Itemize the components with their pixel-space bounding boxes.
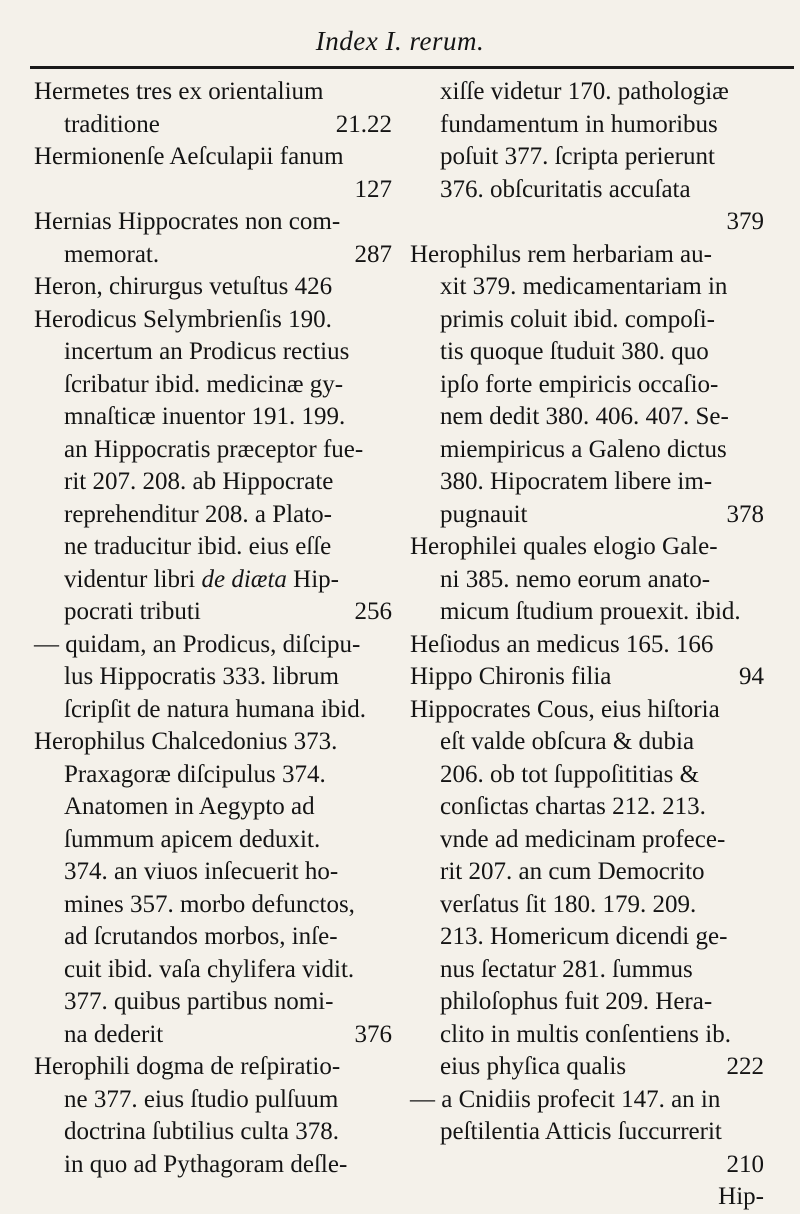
index-headword-line: Herophilei quales elogio Gale- [410,533,718,560]
index-line [410,954,764,987]
index-entry-text: 377. quibus partibus nomi- [64,988,334,1015]
index-entry-text: 206. ob tot ſuppoſititias & [440,760,700,788]
index-entry-text: 374. an viuos inſecuerit ho- [64,858,339,885]
index-entry-text: ni 385. nemo eorum anato- [440,565,711,593]
italic-title: de diæta [201,565,287,593]
index-line [34,499,392,532]
index-line [34,369,392,402]
index-line [410,1149,764,1182]
index-entry-text: vnde ad medicinam profece- [440,825,726,853]
index-entry-text: mnaſticæ inuentor 191. 199. [64,403,346,430]
index-line [34,954,392,987]
index-line [34,239,392,272]
index-entry-text: cuit ibid. vaſa chylifera vidit. [64,955,355,983]
index-line [410,986,764,1019]
index-line [34,109,392,142]
index-line [410,336,764,369]
index-entry-text: reprehenditur 208. a Plato- [64,500,332,528]
index-line [34,271,392,304]
index-entry-text: eius phyſica qualis [440,1053,627,1080]
index-line [34,1051,392,1084]
index-entry-text: na dederit [64,1020,164,1048]
index-entry-text: ſcribatur ibid. medicinæ gy- [64,370,344,398]
index-headword-line: Hermetes tres ex orientalium [34,78,324,105]
index-line [34,76,392,109]
index-line [34,564,392,597]
page-reference: 21.22 [335,110,392,138]
index-line [34,304,392,337]
index-entry-text: mines 357. morbo defunctos, [64,890,355,918]
running-head: Index I. rerum. [315,26,485,56]
index-line [410,466,764,499]
index-line [34,694,392,727]
index-line [410,694,764,727]
index-headword-line: Herophilus rem herbariam au- [410,240,712,268]
index-line [34,1019,392,1052]
index-entry-text: verſatus ſit 180. 179. 209. [440,890,697,918]
index-line [410,206,764,239]
index-line [410,824,764,857]
index-entry-text: peſtilentia Atticis ſuccurrerit [440,1118,722,1145]
index-entry-text: nem dedit 380. 406. 407. Se- [440,403,729,430]
index-line [34,726,392,759]
index-entry-text: Hip- [286,565,339,593]
index-line [34,434,392,467]
index-headword-line: Hippocrates Cous, eius hiſtoria [410,695,720,723]
index-headword-line: Herophilus Chalcedonius 373. [34,728,338,755]
index-headword-line: — a Cnidiis profecit 147. an in [410,1085,721,1113]
index-line [410,109,764,142]
index-line [410,1051,764,1084]
index-entry-text: nus ſectatur 281. ſummus [440,955,693,983]
index-line [34,174,392,207]
index-line [34,921,392,954]
index-headword-line: Hernias Hippocrates non com- [34,208,341,235]
index-line [410,596,764,629]
index-entry-text: lus Hippocratis 333. librum [64,663,339,690]
index-line [410,499,764,532]
index-entry-text: Hippo Chironis filia [410,663,612,690]
index-entry-text: videntur libri [64,565,202,593]
index-entry-text: ſcripſit de natura humana ibid. [64,695,366,723]
page-reference: 376 [354,1020,392,1048]
index-line [410,1019,764,1052]
index-line [410,921,764,954]
index-entry-text: ne traducitur ibid. eius eſſe [64,533,332,560]
index-line [410,401,764,434]
index-headword-line: Hermionenſe Aeſculapii fanum [34,143,344,170]
index-entry-text: ſummum apicem deduxit. [64,825,321,853]
index-line [34,336,392,369]
index-line [34,466,392,499]
index-line [410,1116,764,1149]
index-line [410,271,764,304]
index-entry-text: 210 [726,1150,764,1178]
index-entry-text: clito in multis conſentiens ib. [440,1020,731,1048]
page-reference: 287 [354,240,392,268]
index-line [34,1149,392,1182]
index-entry-text: doctrina ſubtilius culta 378. [64,1118,339,1145]
index-entry-text: micum ſtudium prouexit. ibid. [440,598,741,625]
index-line [34,596,392,629]
index-line [410,239,764,272]
index-line [410,661,764,694]
index-line [34,1084,392,1117]
index-line [34,824,392,857]
index-entry-text: incertum an Prodicus rectius [64,338,350,365]
index-headword-line: Heſiodus an medicus 165. 166 [410,630,714,658]
index-entry-text: memorat. [64,240,160,268]
header-rule [30,66,794,69]
index-line [410,1084,764,1117]
index-line [34,141,392,174]
index-entry-text: traditione [64,110,160,138]
index-entry-text: an Hippocratis præceptor fue- [64,435,364,463]
page-reference: 378 [726,500,764,528]
index-line [34,661,392,694]
page-reference: 94 [739,663,764,690]
index-entry-text: xit 379. medicamentariam in [440,273,728,300]
index-line [34,629,392,662]
catchword: Hip- [718,1183,764,1210]
index-entry-text: 127 [354,175,392,203]
left-column [34,76,392,1181]
index-entry-text: 379 [726,208,764,235]
index-headword-line: Heron, chirurgus vetuſtus 426 [34,273,333,300]
index-entry-text: pugnauit [440,500,528,528]
index-line [34,889,392,922]
right-column [410,76,764,1214]
index-line [410,726,764,759]
index-headword-line: Herodicus Selymbrienſis 190. [34,305,332,333]
index-line [410,304,764,337]
index-entry-text: Anatomen in Aegypto ad [64,793,315,820]
index-line [410,564,764,597]
page-reference: 256 [354,598,392,625]
index-line [34,1116,392,1149]
index-line [410,791,764,824]
index-line [34,206,392,239]
index-line [34,986,392,1019]
index-line [410,629,764,662]
index-entry-text: Praxagoræ diſcipulus 374. [64,760,326,788]
index-line [410,141,764,174]
index-entry-text: pocrati tributi [64,598,201,625]
index-entry-text: fundamentum in humoribus [440,110,718,138]
index-entry-text: 380. Hipocratem libere im- [440,468,713,495]
index-line [34,856,392,889]
index-entry-text: primis coluit ibid. compoſi- [440,305,715,333]
index-entry-text: 376. obſcuritatis accuſata [440,175,691,203]
index-line [410,76,764,109]
index-entry-text: 213. Homericum dicendi ge- [440,923,728,950]
index-entry-text: poſuit 377. ſcripta perierunt [440,143,715,170]
index-line [410,174,764,207]
index-line [410,856,764,889]
index-entry-text: in quo ad Pythagoram deſle- [64,1150,348,1178]
index-entry-text: philoſophus fuit 209. Hera- [440,988,713,1015]
index-entry-text: tis quoque ſtuduit 380. quo [440,338,709,365]
index-line [410,434,764,467]
index-headword-line: Herophili dogma de reſpiratio- [34,1053,341,1080]
index-entry-text: miempiricus a Galeno dictus [440,435,727,463]
index-entry-text: xiſſe videtur 170. pathologiæ [440,78,729,105]
index-entry-text: conſictas chartas 212. 213. [440,793,706,820]
index-headword-line: — quidam, an Prodicus, diſcipu- [34,630,361,658]
index-line [410,369,764,402]
index-entry-text: rit 207. 208. ab Hippocrate [64,468,334,495]
index-entry-text: rit 207. an cum Democrito [440,858,705,885]
index-entry-text: eſt valde obſcura & dubia [440,728,695,755]
index-line [410,531,764,564]
index-line [34,531,392,564]
index-line [34,791,392,824]
index-line [34,401,392,434]
index-entry-text: ipſo forte empiricis occaſio- [440,370,719,398]
index-line [34,759,392,792]
index-entry-text: ne 377. eius ſtudio pulſuum [64,1085,339,1113]
page-reference: 222 [726,1053,764,1080]
index-entry-text: ad ſcrutandos morbos, inſe- [64,923,338,950]
index-line [410,889,764,922]
index-line [410,759,764,792]
